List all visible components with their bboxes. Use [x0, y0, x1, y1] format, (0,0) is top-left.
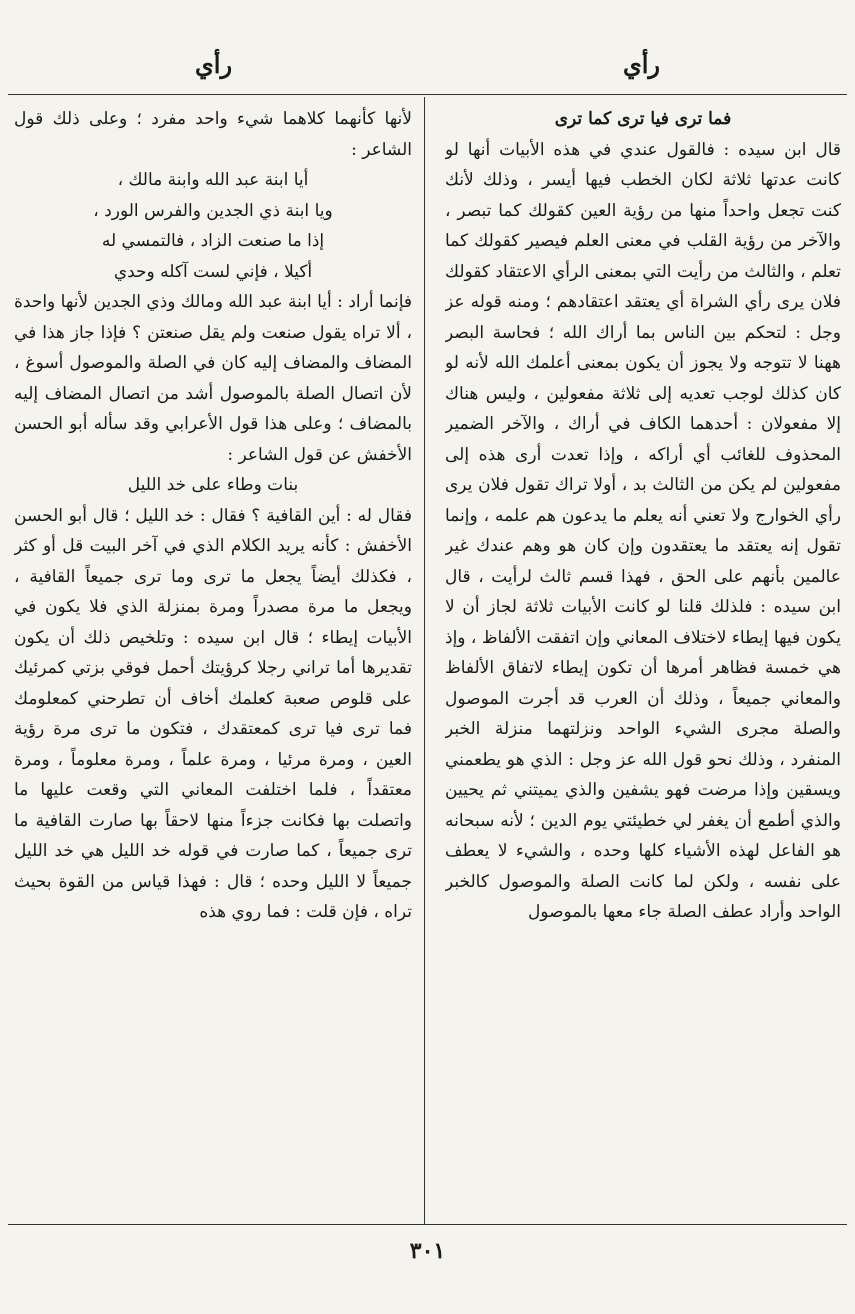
poem-line: أيا ابنة عبد الله وابنة مالك ،	[117, 170, 309, 190]
left-column-paragraph-1: فإنما أراد : أيا ابنة عبد الله ومالك وذي الجدين لأنها واحدة ، ألا تراه يقول صنعت ولم يقل صنعتن ؟ فإذا جاز هذا في المضاف والمضاف إليه كان في الصلة والموصول أسوغ ، لأن اتصال الصلة بالموصول أشد من اتصال المضاف إليه بالمضاف ؛ وعلى هذا قول الأعرابي وقد سأله أبو الحسن الأخفش عن قول الشاعر :	[14, 292, 412, 465]
right-column-verse: فما ترى فيا ترى كما ترى	[554, 109, 732, 129]
left-column-paragraph-2: فقال له : أين القافية ؟ فقال : خد الليل ؛ قال أبو الحسن الأخفش : كأنه يريد الكلام الذي في آخر البيت قل أو كثر ، فكذلك أيضاً يجعل ما ترى وما ترى جميعاً القافية ، ويجعل ما مرة مصدراً ومرة بمنزلة الذي فلا يكون في الأبيات إيطاء ؛ قال ابن سيده : وتلخيص ذلك أن يكون تقديرها أما تراني رجلا كرؤيتك أحمل فوقي بزتي كمرئيك على قلوص صعبة كعلمك أخاف أن تطرحني كمعلومك فما ترى فيا ترى كمعتقدك ، فتكون ما ترى مرة رؤية العين ، ومرة مرئيا ، ومرة علماً ، ومرة معلوماً ، ومرة معتقداً ، فلما اختلفت المعاني التي وقعت عليها ما واتصلت بها فكانت جزءاً منها لاحقاً بها صارت القافية ما ترى جميعاً ، كما صارت في قوله خد الليل هي خد الليل جميعاً لا الليل وحده ؛ قال : فهذا قياس من القوة بحيث تراه ، فإن قلت : فما روي هذه	[14, 505, 412, 922]
page-header	[0, 50, 855, 90]
poem-line: إذا ما صنعت الزاد ، فالتمسي له	[101, 231, 325, 251]
right-column	[445, 104, 841, 1219]
poem-line-quoted: بنات وطاء على خد الليل	[127, 475, 299, 495]
poem-line: ويا ابنة ذي الجدين والفرس الورد ،	[93, 200, 333, 221]
header-rule	[8, 94, 847, 95]
footer-rule	[8, 1224, 847, 1225]
right-column-paragraph: قال ابن سيده : فالقول عندي في هذه الأبيات أنها لو كانت عدتها ثلاثة لكان الخطب فيها أيسر ، وذلك لأنك كنت تجعل واحداً منها من رؤية العين كقولك كما تبصر ، والآخر من رؤية القلب في معنى العلم فيصير كقولك كما تعلم ، والثالث من رأيت التي بمعنى الرأي الاعتقاد كقولك فلان يرى رأي الشراة أي يعتقد اعتقادهم ؛ ومنه قوله عز وجل : لتحكم بين الناس بما أراك الله ؛ فحاسة البصر ههنا لا تتوجه ولا يجوز أن يكون بمعنى أعلمك الله لأنه لو كان كذلك لوجب تعديه إلى ثلاثة مفعولين ، وليس هناك إلا مفعولان : أحدهما الكاف في أراك ، والآخر الضمير المحذوف للغائب أي أراكه ، وإذا تعدت أرى هذه إلى مفعولين لم يكن من الثالث بد ، أولا تراك تقول فلان يرى رأي الخوارج ولا تعني أنه يعلم ما يدعون هم علمه ، وإنما تقول إنه يعتقد ما يعتقدون وإن كان هو وهم عندك غير عالمين بأنهم على الحق ، فهذا قسم ثالث لرأيت ، قال ابن سيده : فلذلك قلنا لو كانت الأبيات ثلاثة لجاز أن لا يكون فيها إيطاء لاختلاف المعاني وإن اتفقت الألفاظ ، وإذ هي خمسة فظاهر أمرها أن تكون إيطاء لاتفاق الألفاظ والمعاني جميعاً ، وذلك أن العرب قد أجرت الموصول والصلة مجرى الشيء الواحد ونزلتهما منزلة الخبر المنفرد ، وذلك نحو قول الله عز وجل : الذي هو يطعمني ويسقين وإذا مرضت فهو يشفين والذي يميتني ثم يحيين والذي أطمع أن يغفر لي خطيئتي يوم الدين ؛ لأنه سبحانه هو الفاعل لهذه الأشياء كلها وحده ، والشيء لا يعطف على نفسه ، ولكن لما كانت الصلة والموصول كالخبر الواحد وأراد عطف الصلة جاء معها بالموصول	[445, 139, 841, 922]
left-column	[14, 104, 412, 1219]
left-column-intro: لأنها كأنهما كلاهما شيء واحد مفرد ؛ وعلى ذلك قول الشاعر :	[14, 109, 412, 160]
page-number: ٣٠١	[409, 1238, 446, 1264]
poem-line: أكيلا ، فإني لست آكله وحدي	[113, 261, 313, 282]
header-entry-word-right: رأي	[622, 50, 660, 79]
header-entry-word-left: رأي	[195, 50, 233, 79]
column-divider	[424, 97, 425, 1224]
